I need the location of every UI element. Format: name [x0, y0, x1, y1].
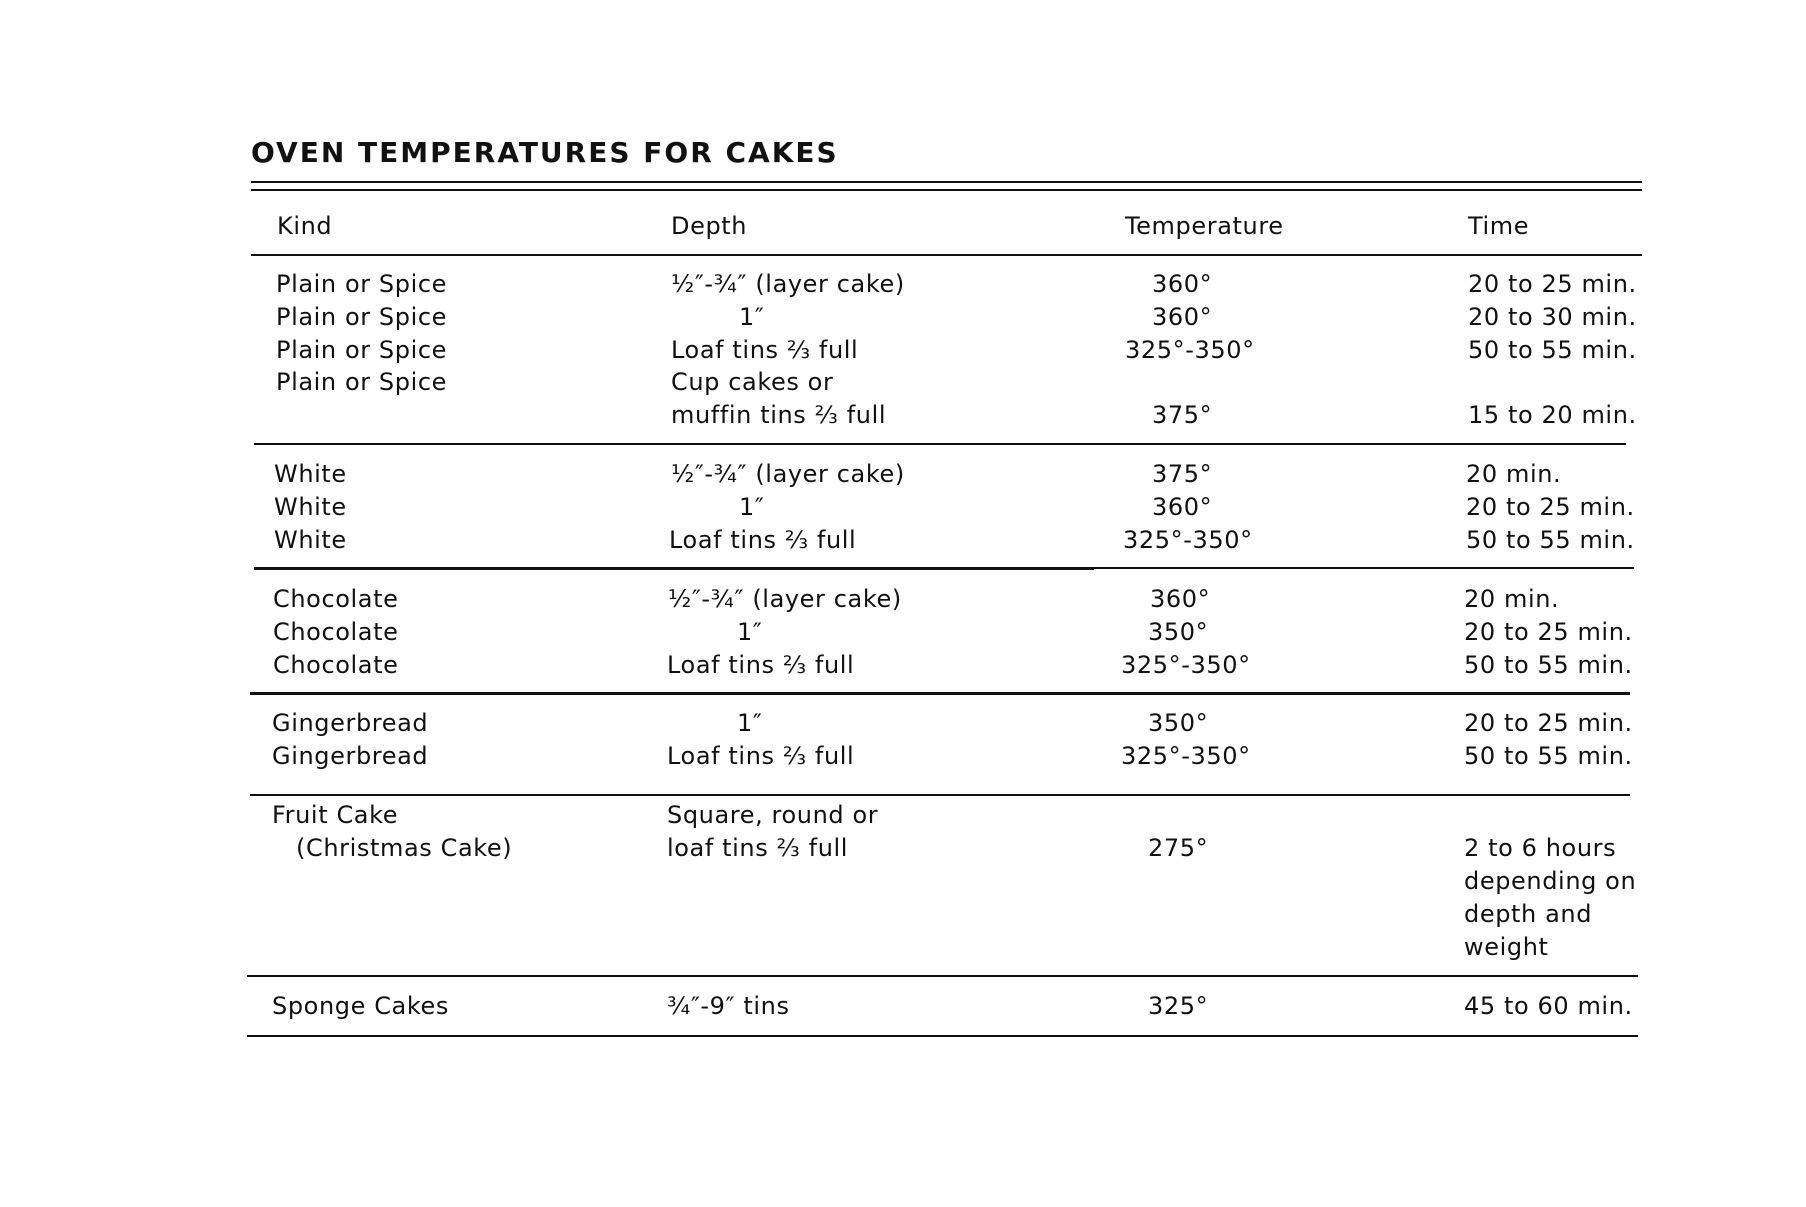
cell-kind: Chocolate — [273, 618, 399, 646]
title-rule-bottom — [251, 189, 1642, 191]
cell-temperature: 375° — [1152, 460, 1213, 488]
cell-depth: Square, round or — [667, 801, 879, 829]
cell-depth: ½″-¾″ (layer cake) — [668, 585, 902, 613]
cell-depth: 1″ — [737, 709, 763, 737]
cell-kind: White — [274, 493, 347, 521]
cell-kind: (Christmas Cake) — [296, 834, 513, 862]
header-depth: Depth — [671, 212, 748, 240]
cell-kind: Chocolate — [273, 585, 399, 613]
header-temperature: Temperature — [1125, 212, 1284, 240]
cell-depth: ½″-¾″ (layer cake) — [671, 460, 905, 488]
cell-temperature: 360° — [1152, 303, 1213, 331]
cell-depth: ¾″-9″ tins — [667, 992, 790, 1020]
cell-kind: Plain or Spice — [276, 368, 448, 396]
page-title: OVEN TEMPERATURES FOR CAKES — [251, 136, 839, 169]
cell-kind: Gingerbread — [272, 742, 429, 770]
cell-temperature: 325°-350° — [1121, 651, 1251, 679]
title-rule-top — [251, 181, 1642, 183]
cell-kind: Plain or Spice — [276, 303, 448, 331]
cell-temperature: 325°-350° — [1121, 742, 1251, 770]
cell-depth: 1″ — [739, 303, 765, 331]
cell-time: 20 min. — [1466, 460, 1562, 488]
section-rule-chocolate — [250, 692, 1630, 695]
cell-kind: Gingerbread — [272, 709, 429, 737]
cell-time: 20 to 25 min. — [1464, 618, 1633, 646]
section-rule-fruit — [247, 975, 1638, 977]
cell-time: 50 to 55 min. — [1464, 742, 1633, 770]
cell-kind: Plain or Spice — [276, 270, 448, 298]
cell-time: depth and — [1464, 900, 1593, 928]
cell-depth: Loaf tins ⅔ full — [667, 742, 855, 770]
cell-temperature: 350° — [1148, 618, 1209, 646]
cell-temperature: 325°-350° — [1125, 336, 1255, 364]
header-rule — [251, 254, 1642, 256]
cell-time: depending on — [1464, 867, 1637, 895]
cell-time: 50 to 55 min. — [1466, 526, 1635, 554]
cell-depth: 1″ — [737, 618, 763, 646]
cell-kind: White — [274, 460, 347, 488]
cell-depth: muffin tins ⅔ full — [671, 401, 887, 429]
cell-time: 20 to 25 min. — [1466, 493, 1635, 521]
cell-temperature: 350° — [1148, 709, 1209, 737]
section-rule-white-right — [1094, 567, 1634, 569]
cell-kind: Fruit Cake — [272, 801, 399, 829]
cell-depth: Loaf tins ⅔ full — [671, 336, 859, 364]
cell-time: 20 to 25 min. — [1464, 709, 1633, 737]
cell-time: 20 to 25 min. — [1468, 270, 1637, 298]
cell-temperature: 375° — [1152, 401, 1213, 429]
cell-time: 50 to 55 min. — [1468, 336, 1637, 364]
cell-temperature: 360° — [1152, 270, 1213, 298]
section-rule-plain — [254, 443, 1626, 445]
section-rule-gingerbread — [250, 794, 1630, 796]
cell-time: 50 to 55 min. — [1464, 651, 1633, 679]
cell-depth: Cup cakes or — [671, 368, 834, 396]
cell-kind: Sponge Cakes — [272, 992, 449, 1020]
cell-time: 2 to 6 hours — [1464, 834, 1617, 862]
cell-time: weight — [1464, 933, 1549, 961]
cell-temperature: 360° — [1150, 585, 1211, 613]
cell-kind: Chocolate — [273, 651, 399, 679]
section-rule-white-left — [254, 567, 1094, 570]
cell-depth: Loaf tins ⅔ full — [667, 651, 855, 679]
cell-kind: Plain or Spice — [276, 336, 448, 364]
cell-time: 45 to 60 min. — [1464, 992, 1633, 1020]
cell-kind: White — [274, 526, 347, 554]
cell-depth: ½″-¾″ (layer cake) — [671, 270, 905, 298]
cell-depth: loaf tins ⅔ full — [667, 834, 849, 862]
cell-depth: Loaf tins ⅔ full — [669, 526, 857, 554]
cell-temperature: 275° — [1148, 834, 1209, 862]
cell-temperature: 325°-350° — [1123, 526, 1253, 554]
cell-time: 20 to 30 min. — [1468, 303, 1637, 331]
section-rule-sponge — [247, 1035, 1638, 1037]
cell-temperature: 360° — [1152, 493, 1213, 521]
cell-time: 20 min. — [1464, 585, 1560, 613]
cell-temperature: 325° — [1148, 992, 1209, 1020]
header-time: Time — [1468, 212, 1530, 240]
cell-depth: 1″ — [739, 493, 765, 521]
cell-time: 15 to 20 min. — [1468, 401, 1637, 429]
header-kind: Kind — [277, 212, 333, 240]
